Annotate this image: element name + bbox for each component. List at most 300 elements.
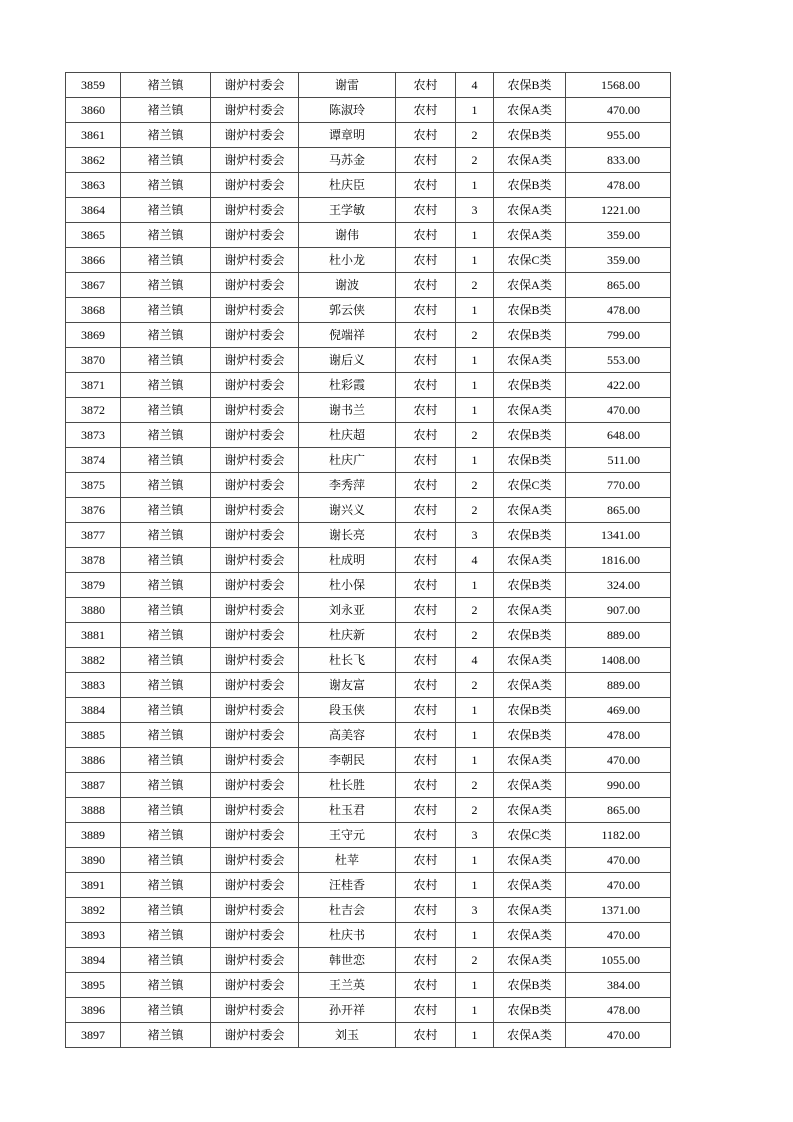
cell-amount: 907.00	[566, 598, 671, 623]
cell-town: 褚兰镇	[121, 448, 211, 473]
cell-type: 农村	[396, 923, 456, 948]
cell-name: 李朝民	[299, 748, 396, 773]
cell-id: 3886	[66, 748, 121, 773]
cell-amount: 359.00	[566, 248, 671, 273]
table-row	[66, 948, 671, 973]
cell-count: 2	[456, 498, 494, 523]
cell-amount: 865.00	[566, 498, 671, 523]
cell-id: 3881	[66, 623, 121, 648]
cell-name: 杜庆广	[299, 448, 396, 473]
cell-type: 农村	[396, 98, 456, 123]
cell-name: 谢后义	[299, 348, 396, 373]
cell-town: 褚兰镇	[121, 873, 211, 898]
cell-id: 3874	[66, 448, 121, 473]
cell-amount: 833.00	[566, 148, 671, 173]
cell-village: 谢炉村委会	[211, 173, 299, 198]
cell-village: 谢炉村委会	[211, 573, 299, 598]
cell-village: 谢炉村委会	[211, 273, 299, 298]
cell-count: 2	[456, 473, 494, 498]
cell-town: 褚兰镇	[121, 373, 211, 398]
cell-name: 马苏金	[299, 148, 396, 173]
cell-id: 3869	[66, 323, 121, 348]
table-row	[66, 73, 671, 98]
cell-count: 2	[456, 798, 494, 823]
cell-id: 3860	[66, 98, 121, 123]
cell-type: 农村	[396, 773, 456, 798]
cell-category: 农保B类	[494, 723, 566, 748]
cell-village: 谢炉村委会	[211, 998, 299, 1023]
cell-category: 农保A类	[494, 648, 566, 673]
cell-count: 4	[456, 73, 494, 98]
cell-village: 谢炉村委会	[211, 98, 299, 123]
table-row	[66, 348, 671, 373]
cell-id: 3894	[66, 948, 121, 973]
cell-category: 农保A类	[494, 223, 566, 248]
cell-id: 3859	[66, 73, 121, 98]
table-row	[66, 573, 671, 598]
cell-id: 3891	[66, 873, 121, 898]
cell-village: 谢炉村委会	[211, 248, 299, 273]
cell-village: 谢炉村委会	[211, 723, 299, 748]
cell-category: 农保A类	[494, 98, 566, 123]
cell-type: 农村	[396, 448, 456, 473]
cell-type: 农村	[396, 73, 456, 98]
cell-amount: 553.00	[566, 348, 671, 373]
cell-village: 谢炉村委会	[211, 373, 299, 398]
cell-town: 褚兰镇	[121, 698, 211, 723]
cell-amount: 1568.00	[566, 73, 671, 98]
cell-town: 褚兰镇	[121, 398, 211, 423]
table-row	[66, 548, 671, 573]
table-row	[66, 498, 671, 523]
cell-village: 谢炉村委会	[211, 923, 299, 948]
cell-town: 褚兰镇	[121, 773, 211, 798]
cell-amount: 470.00	[566, 873, 671, 898]
cell-category: 农保A类	[494, 273, 566, 298]
cell-count: 1	[456, 398, 494, 423]
cell-id: 3863	[66, 173, 121, 198]
cell-amount: 1341.00	[566, 523, 671, 548]
cell-type: 农村	[396, 723, 456, 748]
cell-village: 谢炉村委会	[211, 748, 299, 773]
cell-name: 谢雷	[299, 73, 396, 98]
cell-name: 杜吉会	[299, 898, 396, 923]
cell-name: 谢伟	[299, 223, 396, 248]
cell-town: 褚兰镇	[121, 648, 211, 673]
cell-category: 农保B类	[494, 573, 566, 598]
cell-village: 谢炉村委会	[211, 623, 299, 648]
cell-count: 2	[456, 598, 494, 623]
cell-town: 褚兰镇	[121, 948, 211, 973]
cell-village: 谢炉村委会	[211, 398, 299, 423]
cell-amount: 770.00	[566, 473, 671, 498]
cell-town: 褚兰镇	[121, 973, 211, 998]
cell-category: 农保B类	[494, 173, 566, 198]
cell-name: 汪桂香	[299, 873, 396, 898]
cell-category: 农保B类	[494, 448, 566, 473]
cell-amount: 1182.00	[566, 823, 671, 848]
cell-count: 2	[456, 673, 494, 698]
cell-name: 谢友富	[299, 673, 396, 698]
cell-count: 1	[456, 298, 494, 323]
table-row	[66, 748, 671, 773]
table-row	[66, 223, 671, 248]
cell-count: 2	[456, 123, 494, 148]
cell-count: 1	[456, 373, 494, 398]
cell-name: 郭云侠	[299, 298, 396, 323]
cell-category: 农保B类	[494, 523, 566, 548]
cell-town: 褚兰镇	[121, 523, 211, 548]
cell-id: 3876	[66, 498, 121, 523]
cell-type: 农村	[396, 473, 456, 498]
cell-name: 杜小龙	[299, 248, 396, 273]
cell-category: 农保B类	[494, 698, 566, 723]
cell-count: 3	[456, 823, 494, 848]
cell-name: 杜长飞	[299, 648, 396, 673]
cell-amount: 384.00	[566, 973, 671, 998]
cell-town: 褚兰镇	[121, 623, 211, 648]
cell-type: 农村	[396, 873, 456, 898]
cell-type: 农村	[396, 798, 456, 823]
cell-category: 农保B类	[494, 998, 566, 1023]
cell-count: 1	[456, 98, 494, 123]
cell-town: 褚兰镇	[121, 673, 211, 698]
cell-name: 李秀萍	[299, 473, 396, 498]
cell-amount: 470.00	[566, 398, 671, 423]
cell-village: 谢炉村委会	[211, 523, 299, 548]
cell-count: 2	[456, 773, 494, 798]
cell-count: 1	[456, 698, 494, 723]
cell-town: 褚兰镇	[121, 348, 211, 373]
cell-name: 杜彩霞	[299, 373, 396, 398]
cell-town: 褚兰镇	[121, 598, 211, 623]
table-row	[66, 173, 671, 198]
cell-amount: 1816.00	[566, 548, 671, 573]
cell-count: 3	[456, 198, 494, 223]
table-row	[66, 448, 671, 473]
cell-id: 3866	[66, 248, 121, 273]
cell-amount: 865.00	[566, 798, 671, 823]
cell-count: 1	[456, 173, 494, 198]
cell-count: 1	[456, 873, 494, 898]
cell-id: 3888	[66, 798, 121, 823]
cell-category: 农保B类	[494, 973, 566, 998]
cell-amount: 889.00	[566, 623, 671, 648]
cell-id: 3879	[66, 573, 121, 598]
cell-town: 褚兰镇	[121, 848, 211, 873]
cell-id: 3861	[66, 123, 121, 148]
cell-name: 王守元	[299, 823, 396, 848]
cell-category: 农保B类	[494, 373, 566, 398]
cell-id: 3884	[66, 698, 121, 723]
cell-amount: 470.00	[566, 98, 671, 123]
cell-name: 王学敏	[299, 198, 396, 223]
cell-town: 褚兰镇	[121, 498, 211, 523]
cell-category: 农保C类	[494, 823, 566, 848]
cell-village: 谢炉村委会	[211, 323, 299, 348]
cell-amount: 469.00	[566, 698, 671, 723]
cell-village: 谢炉村委会	[211, 423, 299, 448]
cell-village: 谢炉村委会	[211, 1023, 299, 1048]
cell-type: 农村	[396, 848, 456, 873]
cell-town: 褚兰镇	[121, 573, 211, 598]
cell-category: 农保A类	[494, 948, 566, 973]
cell-amount: 1371.00	[566, 898, 671, 923]
cell-town: 褚兰镇	[121, 73, 211, 98]
cell-name: 谢兴义	[299, 498, 396, 523]
table-row	[66, 98, 671, 123]
cell-category: 农保A类	[494, 398, 566, 423]
cell-village: 谢炉村委会	[211, 673, 299, 698]
cell-village: 谢炉村委会	[211, 473, 299, 498]
cell-village: 谢炉村委会	[211, 223, 299, 248]
cell-id: 3883	[66, 673, 121, 698]
table-row	[66, 698, 671, 723]
cell-count: 2	[456, 948, 494, 973]
table-row	[66, 923, 671, 948]
cell-category: 农保C类	[494, 248, 566, 273]
table-row	[66, 623, 671, 648]
cell-count: 2	[456, 273, 494, 298]
cell-category: 农保A类	[494, 598, 566, 623]
cell-town: 褚兰镇	[121, 723, 211, 748]
cell-type: 农村	[396, 223, 456, 248]
cell-category: 农保B类	[494, 423, 566, 448]
cell-category: 农保B类	[494, 123, 566, 148]
cell-amount: 1055.00	[566, 948, 671, 973]
cell-town: 褚兰镇	[121, 123, 211, 148]
cell-amount: 478.00	[566, 723, 671, 748]
cell-village: 谢炉村委会	[211, 548, 299, 573]
cell-category: 农保A类	[494, 548, 566, 573]
cell-id: 3864	[66, 198, 121, 223]
cell-type: 农村	[396, 948, 456, 973]
cell-town: 褚兰镇	[121, 223, 211, 248]
cell-amount: 470.00	[566, 1023, 671, 1048]
cell-town: 褚兰镇	[121, 473, 211, 498]
cell-id: 3892	[66, 898, 121, 923]
cell-amount: 1408.00	[566, 648, 671, 673]
cell-village: 谢炉村委会	[211, 823, 299, 848]
table-row	[66, 848, 671, 873]
cell-id: 3872	[66, 398, 121, 423]
subsidy-table	[65, 72, 671, 1048]
cell-count: 1	[456, 348, 494, 373]
cell-name: 杜庆书	[299, 923, 396, 948]
cell-name: 孙开祥	[299, 998, 396, 1023]
cell-amount: 470.00	[566, 848, 671, 873]
cell-village: 谢炉村委会	[211, 773, 299, 798]
cell-name: 杜成明	[299, 548, 396, 573]
table-row	[66, 323, 671, 348]
cell-id: 3893	[66, 923, 121, 948]
cell-amount: 990.00	[566, 773, 671, 798]
cell-village: 谢炉村委会	[211, 348, 299, 373]
cell-type: 农村	[396, 373, 456, 398]
cell-category: 农保A类	[494, 773, 566, 798]
cell-category: 农保B类	[494, 323, 566, 348]
cell-count: 1	[456, 1023, 494, 1048]
cell-town: 褚兰镇	[121, 198, 211, 223]
cell-village: 谢炉村委会	[211, 948, 299, 973]
cell-town: 褚兰镇	[121, 323, 211, 348]
cell-amount: 478.00	[566, 998, 671, 1023]
cell-id: 3887	[66, 773, 121, 798]
cell-type: 农村	[396, 673, 456, 698]
cell-name: 谭章明	[299, 123, 396, 148]
cell-type: 农村	[396, 973, 456, 998]
cell-id: 3877	[66, 523, 121, 548]
cell-name: 谢长亮	[299, 523, 396, 548]
cell-count: 3	[456, 523, 494, 548]
cell-type: 农村	[396, 423, 456, 448]
cell-type: 农村	[396, 548, 456, 573]
cell-name: 刘玉	[299, 1023, 396, 1048]
cell-type: 农村	[396, 698, 456, 723]
cell-count: 1	[456, 998, 494, 1023]
cell-count: 1	[456, 923, 494, 948]
cell-id: 3880	[66, 598, 121, 623]
cell-town: 褚兰镇	[121, 298, 211, 323]
cell-category: 农保A类	[494, 1023, 566, 1048]
cell-name: 杜庆新	[299, 623, 396, 648]
cell-town: 褚兰镇	[121, 1023, 211, 1048]
cell-category: 农保B类	[494, 73, 566, 98]
cell-amount: 1221.00	[566, 198, 671, 223]
cell-id: 3870	[66, 348, 121, 373]
table-row	[66, 123, 671, 148]
table-row	[66, 523, 671, 548]
cell-town: 褚兰镇	[121, 823, 211, 848]
cell-town: 褚兰镇	[121, 548, 211, 573]
cell-village: 谢炉村委会	[211, 448, 299, 473]
cell-name: 杜庆超	[299, 423, 396, 448]
cell-village: 谢炉村委会	[211, 498, 299, 523]
table-row	[66, 773, 671, 798]
cell-category: 农保A类	[494, 798, 566, 823]
table-body	[66, 73, 671, 1048]
cell-count: 1	[456, 723, 494, 748]
cell-village: 谢炉村委会	[211, 598, 299, 623]
cell-category: 农保A类	[494, 148, 566, 173]
table-row	[66, 148, 671, 173]
cell-type: 农村	[396, 648, 456, 673]
cell-name: 王兰英	[299, 973, 396, 998]
cell-amount: 422.00	[566, 373, 671, 398]
cell-name: 杜长胜	[299, 773, 396, 798]
cell-name: 杜苹	[299, 848, 396, 873]
cell-type: 农村	[396, 398, 456, 423]
cell-village: 谢炉村委会	[211, 698, 299, 723]
table-row	[66, 998, 671, 1023]
cell-town: 褚兰镇	[121, 98, 211, 123]
cell-id: 3878	[66, 548, 121, 573]
cell-type: 农村	[396, 523, 456, 548]
table-row	[66, 248, 671, 273]
cell-count: 2	[456, 148, 494, 173]
cell-id: 3875	[66, 473, 121, 498]
cell-id: 3882	[66, 648, 121, 673]
cell-category: 农保C类	[494, 473, 566, 498]
cell-count: 3	[456, 898, 494, 923]
table-row	[66, 598, 671, 623]
cell-amount: 478.00	[566, 173, 671, 198]
cell-village: 谢炉村委会	[211, 148, 299, 173]
cell-type: 农村	[396, 998, 456, 1023]
cell-count: 4	[456, 548, 494, 573]
cell-town: 褚兰镇	[121, 423, 211, 448]
cell-amount: 511.00	[566, 448, 671, 473]
cell-id: 3862	[66, 148, 121, 173]
cell-type: 农村	[396, 598, 456, 623]
cell-id: 3871	[66, 373, 121, 398]
cell-town: 褚兰镇	[121, 923, 211, 948]
cell-category: 农保A类	[494, 898, 566, 923]
cell-name: 韩世恋	[299, 948, 396, 973]
cell-type: 农村	[396, 248, 456, 273]
cell-id: 3897	[66, 1023, 121, 1048]
cell-count: 1	[456, 448, 494, 473]
cell-category: 农保A类	[494, 748, 566, 773]
cell-amount: 324.00	[566, 573, 671, 598]
cell-name: 高美容	[299, 723, 396, 748]
cell-id: 3867	[66, 273, 121, 298]
table-row	[66, 298, 671, 323]
table-row	[66, 873, 671, 898]
table-row	[66, 373, 671, 398]
cell-type: 农村	[396, 298, 456, 323]
cell-village: 谢炉村委会	[211, 123, 299, 148]
cell-amount: 799.00	[566, 323, 671, 348]
cell-town: 褚兰镇	[121, 798, 211, 823]
cell-village: 谢炉村委会	[211, 848, 299, 873]
cell-count: 4	[456, 648, 494, 673]
cell-type: 农村	[396, 273, 456, 298]
table-row	[66, 273, 671, 298]
cell-village: 谢炉村委会	[211, 798, 299, 823]
cell-category: 农保A类	[494, 348, 566, 373]
cell-category: 农保A类	[494, 923, 566, 948]
cell-category: 农保B类	[494, 623, 566, 648]
cell-name: 杜庆臣	[299, 173, 396, 198]
cell-category: 农保B类	[494, 298, 566, 323]
cell-type: 农村	[396, 1023, 456, 1048]
table-row	[66, 423, 671, 448]
cell-village: 谢炉村委会	[211, 648, 299, 673]
cell-village: 谢炉村委会	[211, 298, 299, 323]
cell-amount: 955.00	[566, 123, 671, 148]
cell-village: 谢炉村委会	[211, 898, 299, 923]
cell-count: 1	[456, 223, 494, 248]
cell-town: 褚兰镇	[121, 248, 211, 273]
cell-name: 谢波	[299, 273, 396, 298]
cell-id: 3890	[66, 848, 121, 873]
table-row	[66, 398, 671, 423]
cell-category: 农保A类	[494, 848, 566, 873]
cell-id: 3868	[66, 298, 121, 323]
cell-town: 褚兰镇	[121, 998, 211, 1023]
table-row	[66, 648, 671, 673]
cell-amount: 865.00	[566, 273, 671, 298]
cell-id: 3885	[66, 723, 121, 748]
cell-count: 1	[456, 748, 494, 773]
cell-category: 农保A类	[494, 673, 566, 698]
cell-name: 段玉侠	[299, 698, 396, 723]
cell-type: 农村	[396, 198, 456, 223]
table-row	[66, 723, 671, 748]
cell-name: 倪端祥	[299, 323, 396, 348]
cell-type: 农村	[396, 498, 456, 523]
